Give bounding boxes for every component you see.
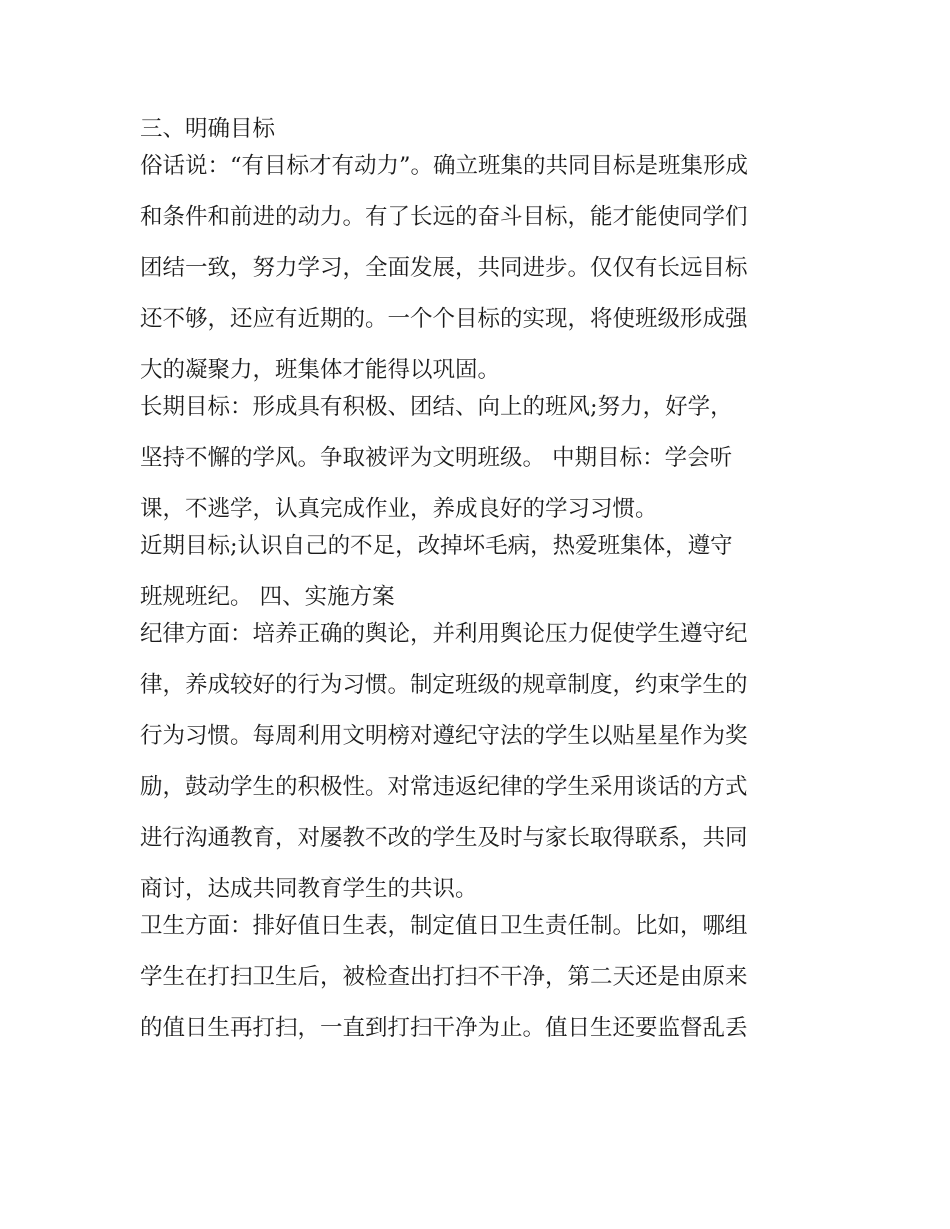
text-line: 励，鼓动学生的积极性。对常违返纪律的学生采用谈话的方式: [140, 774, 748, 800]
text-line: 卫生方面：排好值日生表，制定值日卫生责任制。比如，哪组: [140, 913, 748, 939]
text-line: 班规班纪。 四、实施方案: [140, 584, 395, 610]
text-line: 行为习惯。每周利用文明榜对遵纪守法的学生以贴星星作为奖: [140, 723, 748, 749]
text-line: 近期目标;认识自己的不足，改掉坏毛病，热爱班集体，遵守: [140, 533, 733, 559]
text-line: 和条件和前进的动力。有了长远的奋斗目标，能才能使同学们: [140, 204, 748, 230]
text-line: 律，养成较好的行为习惯。制定班级的规章制度，约束学生的: [140, 672, 748, 698]
document-body: [140, 112, 820, 1045]
text-line: 坚持不懈的学风。争取被评为文明班级。 中期目标：学会听: [140, 445, 733, 471]
text-line: 纪律方面：培养正确的舆论，并利用舆论压力促使学生遵守纪: [140, 621, 748, 647]
text-line: 大的凝聚力，班集体才能得以巩固。: [140, 357, 501, 383]
text-line: 团结一致，努力学习，全面发展，共同进步。仅仅有长远目标: [140, 255, 748, 281]
section-heading: 三、明确目标: [140, 116, 276, 142]
text-line: 俗话说：“有目标才有动力”。确立班集的共同目标是班集形成: [140, 153, 749, 179]
text-line: 长期目标：形成具有积极、团结、向上的班风;努力，好学，: [140, 394, 733, 420]
text-line: 课，不逃学，认真完成作业，养成良好的学习习惯。: [140, 496, 658, 522]
text-line: 进行沟通教育，对屡教不改的学生及时与家长取得联系，共同: [140, 825, 748, 851]
text-line: 还不够，还应有近期的。一个个目标的实现，将使班级形成强: [140, 306, 748, 332]
text-line: 商讨，达成共同教育学生的共识。: [140, 876, 478, 902]
text-line: 学生在打扫卫生后，被检查出打扫不干净，第二天还是由原来: [140, 964, 748, 990]
text-line: 的值日生再打扫，一直到打扫干净为止。值日生还要监督乱丢: [140, 1015, 748, 1041]
